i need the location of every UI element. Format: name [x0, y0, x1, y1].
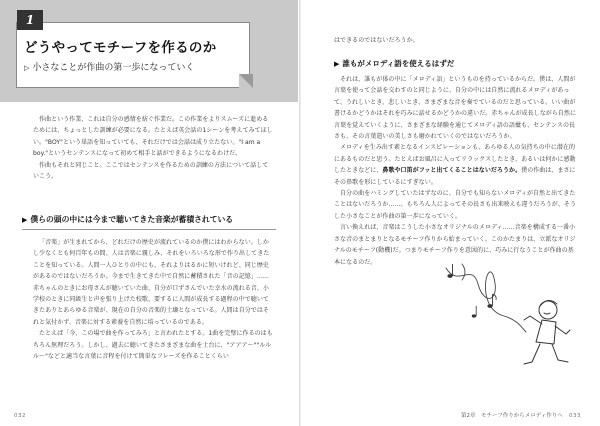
section-heading	[22, 214, 276, 230]
continued-paragraph: はできるのではないだろうか。	[334, 37, 419, 44]
bold-phrase: 鼻歌や口笛がフッと出てくることはないだろうか。	[382, 167, 522, 175]
triangle-bullet-icon: ▷	[24, 64, 30, 72]
arrow-right-icon: ▶	[22, 216, 28, 224]
melody-swirl	[446, 264, 526, 332]
boy-figure	[524, 300, 570, 364]
chapter-number-badge: 1	[17, 10, 43, 30]
intro-paragraph: 作曲という作業、これは自分の感情を紡ぐ作業だ。この作業をよりスムーズに進めるためには、ちょっとした訓練が必要になる。たとえば英会話の1シーンを考えてみてほしい。"BOY"という単語を知っていても、それだけでは会話は成り立たない。"I am a boy."というセンテンスになって初めて相手と話ができるようになるわけだ。	[33, 116, 273, 158]
section-heading-text: 僕らの頭の中には今まで聴いてきた音楽が蓄積されている	[30, 215, 234, 224]
left-page	[0, 0, 299, 426]
chapter-title: どうやってモチーフを作るのか	[24, 40, 217, 56]
page-number-left: 032	[14, 413, 26, 419]
intro-paragraph: 作曲もそれと同じこと。ここではセンテンスを作るための訓練の方法について話していこう。	[33, 161, 269, 181]
chapter-subtitle	[24, 60, 194, 73]
page-curl-corner	[239, 74, 253, 88]
running-head: 第2章 モチーフ作りからメロディ作りへ	[461, 413, 563, 419]
right-body	[334, 74, 576, 268]
right-page	[301, 0, 600, 426]
intro-body	[33, 114, 273, 182]
body-paragraph: 言い換えれば、音楽はこうした小さなオリジナルのメロディ……音楽を構成する一番小さな音のまとまりとなるモチーフ作りから始まっていく。このかたまりは、立派なオリジナルのモチーフ(動機)だ。つまりモチーフ作りを意図的に、巧みに行なうことが作曲の基本になるのだ。	[334, 224, 576, 266]
chapter-heading-box	[0, 0, 298, 102]
section-body	[33, 237, 273, 362]
chapter-subtitle-text: 小さなことが作曲の第一歩になっていく	[32, 63, 195, 73]
body-paragraph: メロディを生み出す素となるインスピレーションも、あらゆる人の気持ちの中に潜在的にあるものだと思う。たとえばお風呂に入ってリラックスしたとき、あるいは何かに感動したときなどに、鼻歌や口笛がフッと出てくることはないだろうか。僕の作曲は、まさにその鼻歌を形にしているにすぎない。	[334, 144, 576, 186]
body-paragraph: 自分の曲をハミングしていたはずなのに、自分でも知らないメロディが自然と出てきたことはないだろうか……。もちろん人によってその長さも出来映えも違うだろうが、そうした小さなことが作曲の第一歩になっていく。	[334, 190, 577, 220]
right-top-text	[334, 35, 574, 46]
page-number-right: 033	[569, 413, 581, 419]
body-paragraph: たとえば「今、この場で曲を作ってみろ」と言われたとする。1曲を完璧に作るのはもちろん無理だろう。しかし、過去に聴いてきたさまざまな曲を土台に、"アアア～""ルルル～"などと適当な言葉に音程を付けて簡単なフレーズを作ることくらい	[33, 330, 273, 361]
body-paragraph: 「音楽」が生まれてから、どれだけの歴史が流れているのか僕にはわからない。しかし少なくとも何百年もの間、人は音楽に親しみ、それをいろいろな形で作り出してきたことを知っている。人間一人ひとりの中にも、それよりはるかに短いけれど、同じ歴史があるのではないだろうか。今まで生きてきた中で自然に蓄積された「音の記憶」……赤ちゃんのときにお母さんが聴いていた曲、自分が口ずさんでいた幸水の流れる音、小学校のときに同級生と声を張り上げた校歌、要するに人間が成長する過程の中で聴いてきたありとあらゆる音楽が、現在の自分の音楽的土壌となっている。人間は自分ではそれと気付かず、音楽に対する素養を自然に培っているのである。	[33, 239, 270, 326]
right-section-heading-text: 誰もがメロディ語を使えるはずだ	[342, 59, 455, 68]
humming-boy-illustration	[444, 258, 574, 378]
arrow-right-icon: ▶	[334, 60, 340, 68]
body-paragraph: それは、誰もが体の中に「メロディ語」というものを持っているからだ。僕は、人間が言葉を使って会話を交わすのと同じように、自分の中には自然に流れるメロディがあって、うれしいとき、悲しいとき、さまざまな音を奏でているのだと思っている。いい曲が書けるかどうかはそれを巧みに話せるかどうかの違いだ。赤ちゃんが成長しながら自然に言葉を覚えていくように、さまざまな経験を通じてメロディ語の語彙も、センテンスの長さも、その言葉遣いの美しさも磨かれていくのではないだろうか。	[334, 76, 577, 141]
right-section-heading	[334, 58, 554, 71]
